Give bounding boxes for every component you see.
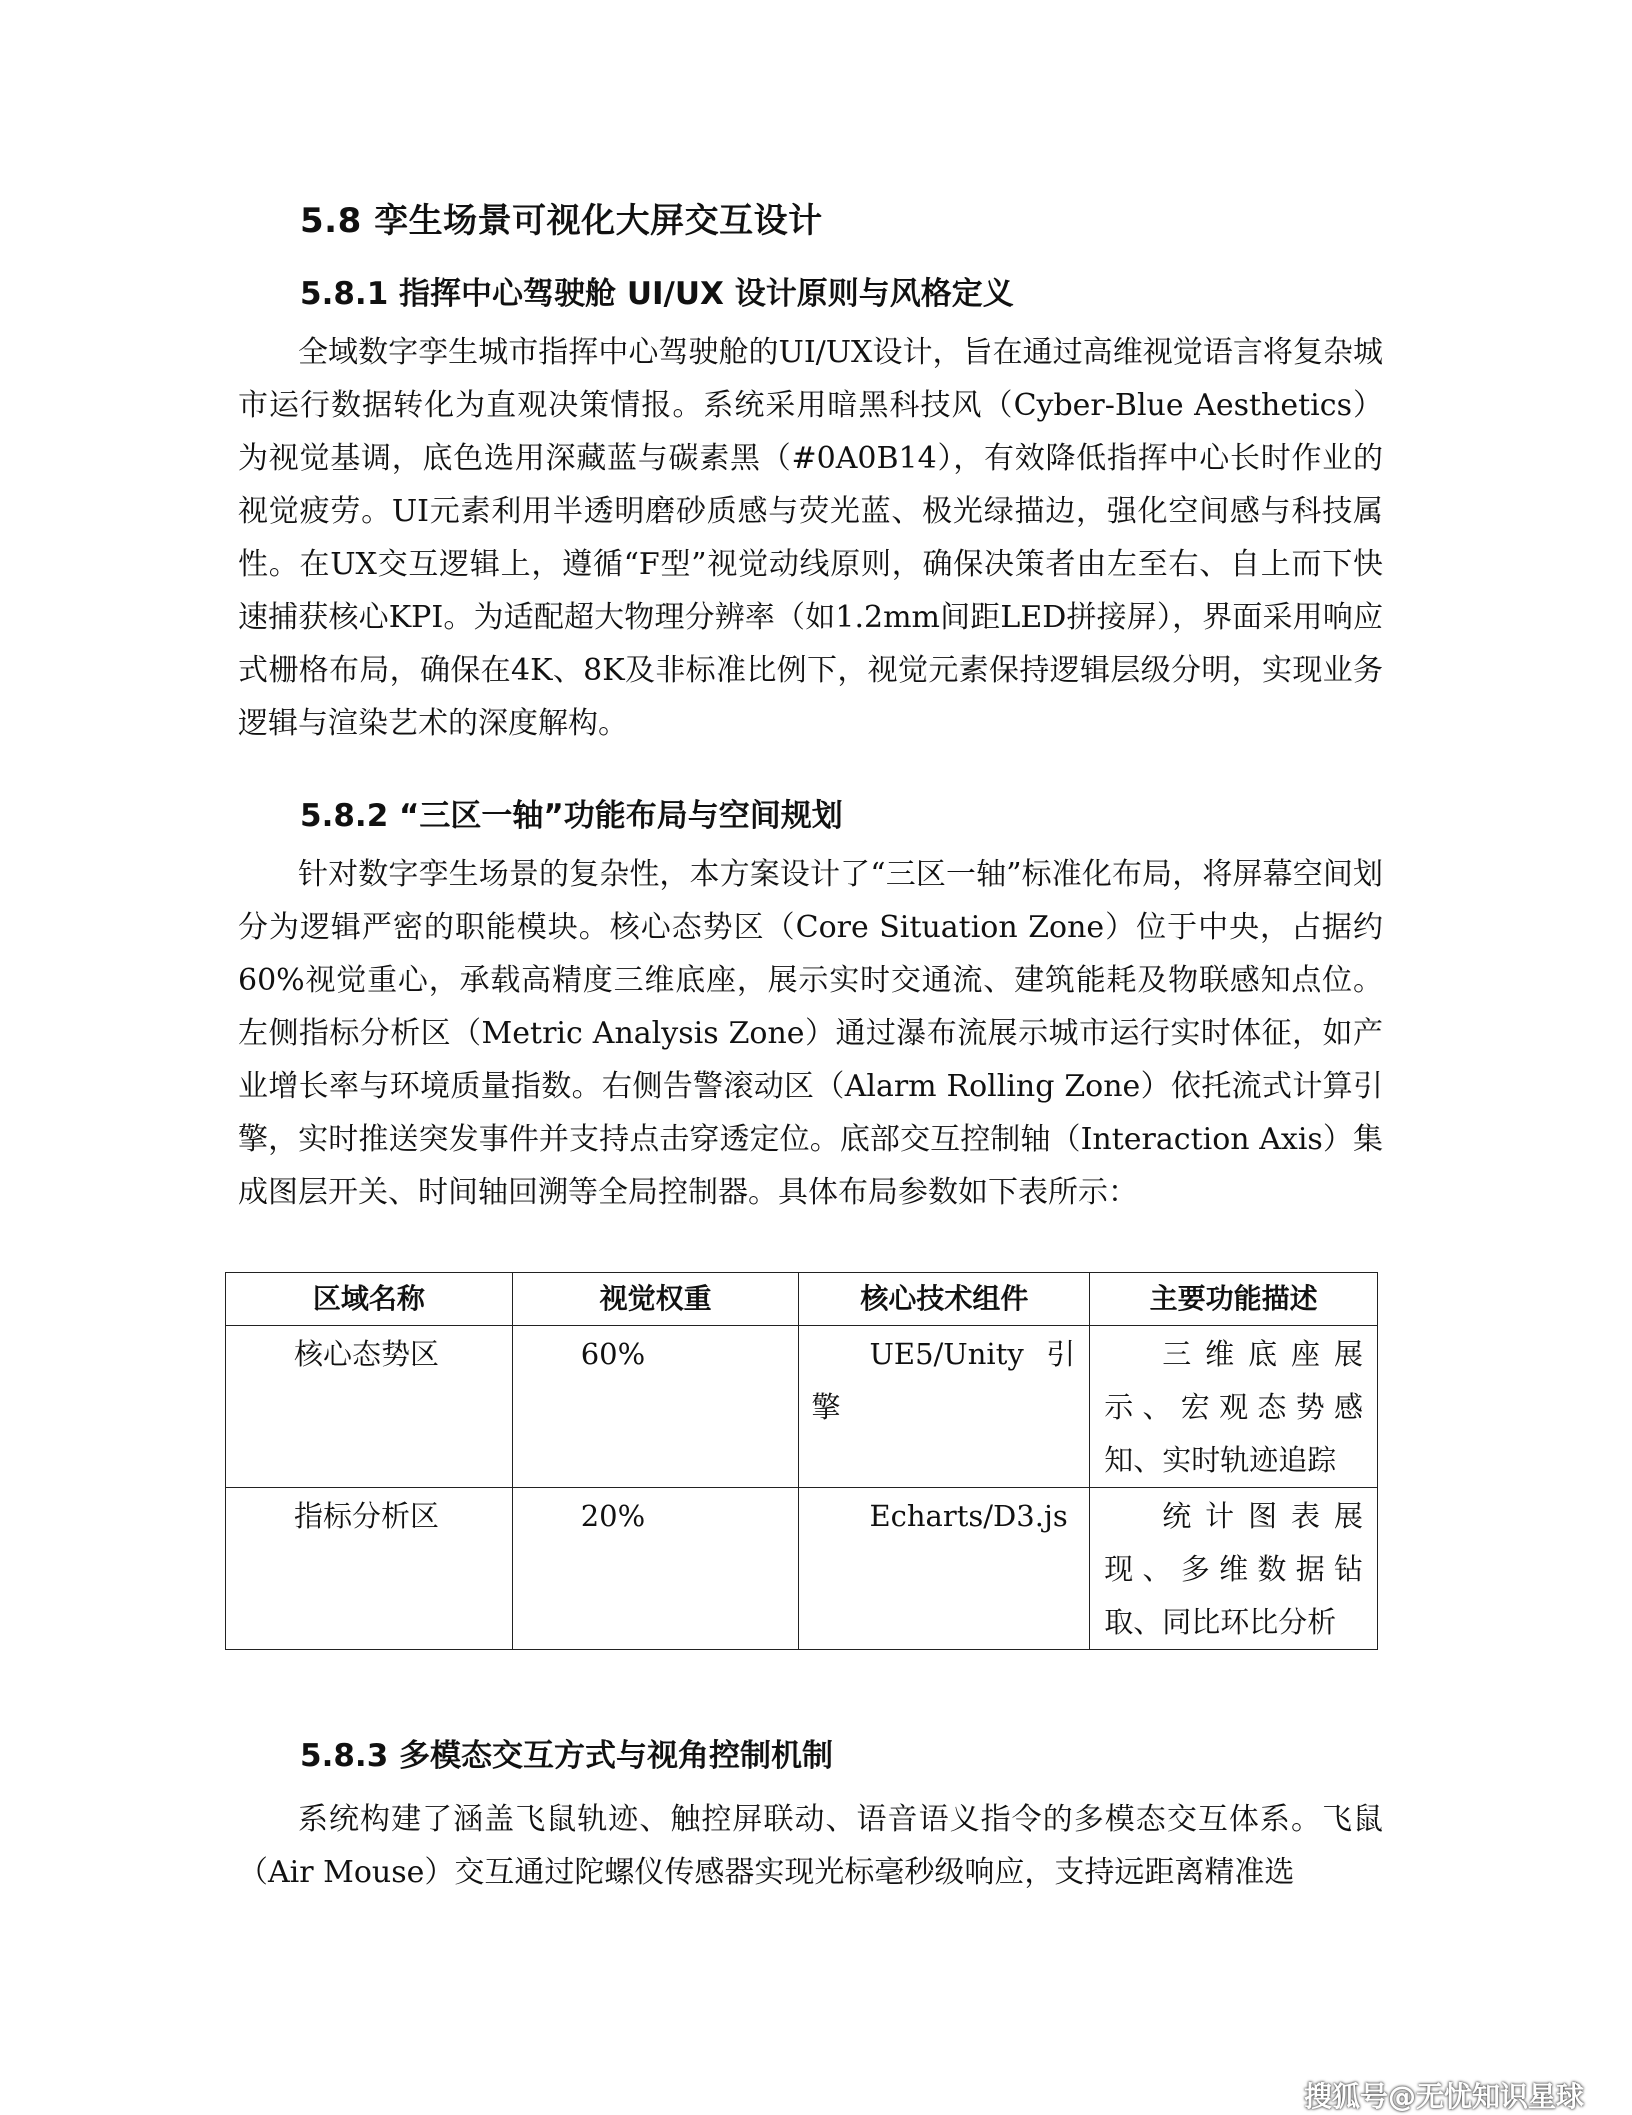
table-cell-zone-name: 核心态势区 <box>226 1326 513 1488</box>
table-header-cell: 视觉权重 <box>512 1273 799 1326</box>
paragraph-design-principles: 全域数字孪生城市指挥中心驾驶舱的UI/UX设计，旨在通过高维视觉语言将复杂城市运行数据转化为直观决策情报。系统采用暗黑科技风（Cyber-Blue Aesthetics）为视觉基调，底色选用深藏蓝与碳素黑（#0A0B14），有效降低指挥中心长时作业的视觉疲劳。UI元素利用半透明磨砂质感与荧光蓝、极光绿描边，强化空间感与科技属性。在UX交互逻辑上，遵循“F型”视觉动线原则，确保决策者由左至右、自上而下快速捕获核心KPI。为适配超大物理分辨率（如1.2mm间距LED拼接屏），界面采用响应式栅格布局，确保在4K、8K及非标准比例下，视觉元素保持逻辑层级分明，实现业务逻辑与渲染艺术的深度解构。 <box>238 335 1383 741</box>
table-header-cell: 主要功能描述 <box>1090 1273 1378 1326</box>
section-title: 5.8 孪生场景可视化大屏交互设计 <box>300 201 823 241</box>
table-cell-visual-weight: 60% <box>512 1326 799 1488</box>
table-cell-zone-name: 指标分析区 <box>226 1488 513 1650</box>
table-cell-visual-weight: 20% <box>512 1488 799 1650</box>
paragraph-multimodal-interaction: 系统构建了涵盖飞鼠轨迹、触控屏联动、语音语义指令的多模态交互体系。飞鼠（Air Mouse）交互通过陀螺仪传感器实现光标毫秒级响应，支持远距离精准选 <box>238 1802 1383 1890</box>
table-cell-tech-component: UE5/Unity 引擎 <box>799 1326 1090 1488</box>
table-header-cell: 核心技术组件 <box>799 1273 1090 1326</box>
table-header-cell: 区域名称 <box>226 1273 513 1326</box>
table-cell-function-desc: 三维底座展示、宏观态势感知、实时轨迹追踪 <box>1090 1326 1378 1488</box>
subsection-heading-5-8-1: 5.8.1 指挥中心驾驶舱 UI/UX 设计原则与风格定义 <box>300 276 1014 312</box>
layout-parameter-table <box>225 1272 1378 1650</box>
table-cell-tech-component: Echarts/D3.js <box>799 1488 1090 1650</box>
table-row <box>226 1326 1378 1488</box>
table-header-row <box>226 1273 1378 1326</box>
table-row <box>226 1488 1378 1650</box>
subsection-heading-5-8-3: 5.8.3 多模态交互方式与视角控制机制 <box>300 1738 834 1774</box>
watermark: 搜狐号@无忧知识星球 <box>1303 2080 1584 2113</box>
paragraph-layout-planning: 针对数字孪生场景的复杂性，本方案设计了“三区一轴”标准化布局，将屏幕空间划分为逻辑严密的职能模块。核心态势区（Core Situation Zone）位于中央，占据约60%视觉重心，承载高精度三维底座，展示实时交通流、建筑能耗及物联感知点位。左侧指标分析区（Metric Analysis Zone）通过瀑布流展示城市运行实时体征，如产业增长率与环境质量指数。右侧告警滚动区（Alarm Rolling Zone）依托流式计算引擎，实时推送突发事件并支持点击穿透定位。底部交互控制轴（Interaction Axis）集成图层开关、时间轴回溯等全局控制器。具体布局参数如下表所示： <box>238 857 1383 1210</box>
subsection-heading-5-8-2: 5.8.2 “三区一轴”功能布局与空间规划 <box>300 798 843 834</box>
table-cell-function-desc: 统计图表展现、多维数据钻取、同比环比分析 <box>1090 1488 1378 1650</box>
